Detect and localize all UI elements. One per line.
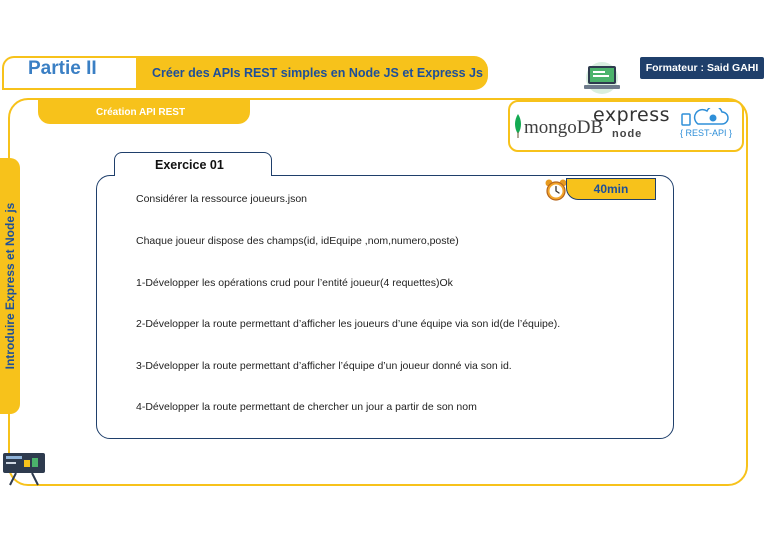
- section-tab: [38, 100, 250, 124]
- node-logo-text: node: [612, 128, 643, 140]
- section-label: Création API REST: [96, 106, 186, 118]
- exercise-line: 2-Développer la route permettant d’afficher les joueurs d’une équipe via son id(de l’équipe).: [136, 318, 561, 330]
- presentation-board-icon: [2, 452, 46, 491]
- exercise-line: 4-Développer la route permettant de chercher un jour a partir de son nom: [136, 401, 477, 413]
- trainer-badge: Formateur : Said GAHI: [640, 57, 764, 79]
- exercise-tab: [114, 152, 272, 176]
- exercise-line: 1-Développer les opérations crud pour l’entité joueur(4 requettes)Ok: [136, 277, 453, 289]
- page-title: Créer des APIs REST simples en Node JS et Express Js: [152, 66, 483, 80]
- rest-api-logo-text: { REST-API }: [680, 128, 733, 138]
- part-label: Partie II: [28, 58, 97, 79]
- express-logo-text: express: [593, 104, 671, 126]
- side-label: Introduire Express et Node js: [3, 202, 17, 370]
- mongodb-leaf-icon: [513, 114, 523, 143]
- laptop-icon: [580, 60, 624, 101]
- mongodb-logo-text: mongoDB: [524, 117, 604, 138]
- exercise-line: 3-Développer la route permettant d’afficher l’équipe d’un joueur donné via son id.: [136, 360, 512, 372]
- exercise-line: Chaque joueur dispose des champs(id, idEquipe ,nom,numero,poste): [136, 235, 459, 247]
- duration-badge: 40min: [566, 178, 656, 200]
- title-bar: [136, 56, 488, 90]
- exercise-title: Exercice 01: [155, 157, 224, 172]
- exercise-card: [96, 175, 674, 439]
- exercise-line: Considérer la ressource joueurs.json: [136, 193, 307, 205]
- alarm-clock-icon: [544, 178, 568, 207]
